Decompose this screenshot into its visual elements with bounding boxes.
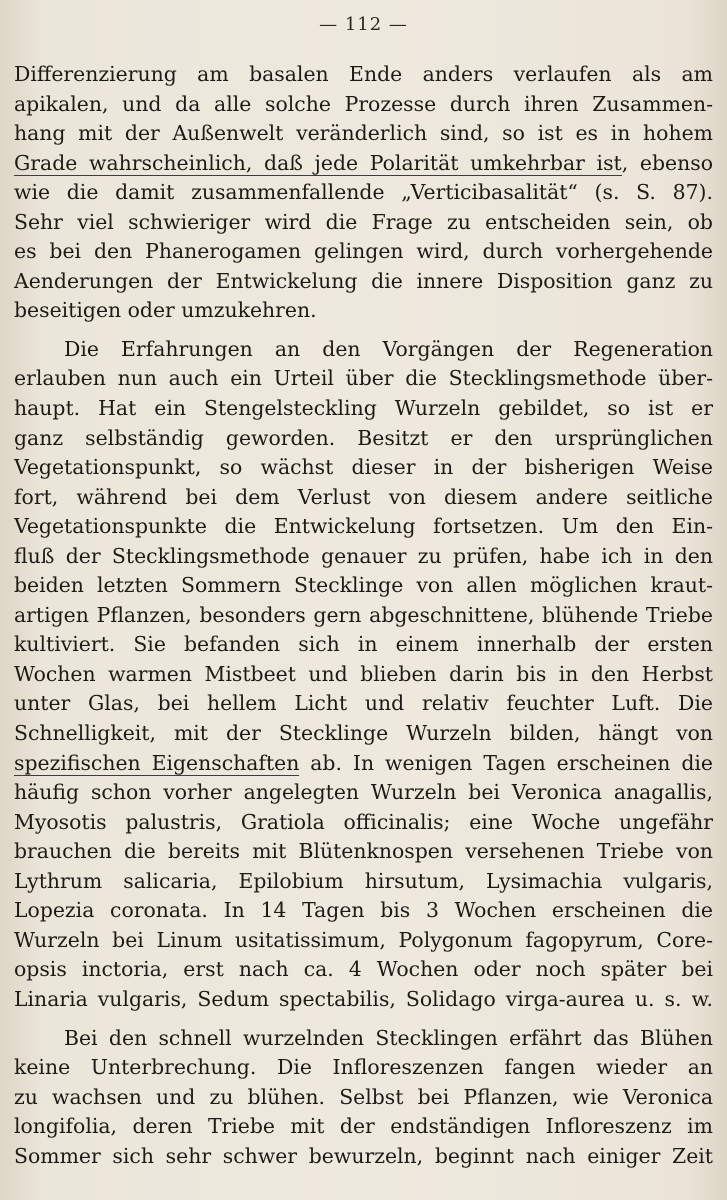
paragraph-1 — [14, 60, 713, 326]
text-line: apikalen, und da alle solche Prozesse durch ihren Zusammen- — [14, 91, 713, 116]
paragraph-2 — [14, 335, 713, 1015]
text-line: keine Unterbrechung. Die Infloreszenzen fangen wieder an — [14, 1055, 713, 1080]
text-line: opsis inctoria, erst nach ca. 4 Wochen oder noch später bei — [14, 957, 713, 982]
text-line: Linaria vulgaris, Sedum spectabilis, Solidago virga-aurea u. s. w. — [14, 986, 713, 1011]
text-line: Vegetationspunkt, so wächst dieser in der bisherigen Weise — [14, 455, 713, 480]
text-line: kultiviert. Sie befanden sich in einem innerhalb der ersten — [14, 632, 713, 657]
text-line: Die Erfahrungen an den Vorgängen der Regeneration — [64, 336, 713, 361]
text-line: es bei den Phanerogamen gelingen wird, durch vorhergehende — [14, 239, 713, 264]
text-line: fort, während bei dem Verlust von diesem andere seitliche — [14, 484, 713, 509]
text-line: unter Glas, bei hellem Licht und relativ feuchter Luft. Die — [14, 691, 713, 716]
text-line: Myosotis palustris, Gratiola officinalis; eine Woche ungefähr — [14, 809, 713, 834]
text-line: brauchen die bereits mit Blütenknospen versehenen Triebe von — [14, 839, 713, 864]
page-header — [0, 14, 727, 35]
text-line: Sehr viel schwieriger wird die Frage zu entscheiden sein, ob — [14, 209, 713, 234]
text-line: Lythrum salicaria, Epilobium hirsutum, Lysimachia vulgaris, — [14, 868, 713, 893]
text-line-underlined: spezifischen Eigenschaften ab. In wenigen Tagen erscheinen die — [14, 750, 713, 775]
text-line: fluß der Stecklingsmethode genauer zu prüfen, habe ich in den — [14, 543, 713, 568]
text-line: Lopezia coronata. In 14 Tagen bis 3 Wochen erscheinen die — [14, 898, 713, 923]
body-text — [14, 60, 713, 1171]
text-line: Schnelligkeit, mit der Stecklinge Wurzeln bilden, hängt von — [14, 721, 713, 746]
text-line: beiden letzten Sommern Stecklinge von allen möglichen kraut- — [14, 573, 713, 598]
paragraph-3 — [14, 1024, 713, 1172]
text-line: hang mit der Außenwelt veränderlich sind, so ist es in hohem — [14, 121, 713, 146]
text-line: erlauben nun auch ein Urteil über die Stecklingsmethode über- — [14, 366, 713, 391]
text-line: haupt. Hat ein Stengelsteckling Wurzeln gebildet, so ist er — [14, 396, 713, 421]
text-line: ganz selbständig geworden. Besitzt er den ursprünglichen — [14, 425, 713, 450]
text-line: Vegetationspunkte die Entwickelung fortsetzen. Um den Ein- — [14, 514, 713, 539]
text-line: Aenderungen der Entwickelung die innere Disposition ganz zu — [14, 268, 713, 293]
text-line: häufig schon vorher angelegten Wurzeln bei Veronica anagallis, — [14, 780, 713, 805]
text-line: Wurzeln bei Linum usitatissimum, Polygonum fagopyrum, Core- — [14, 927, 713, 952]
text-line: artigen Pflanzen, besonders gern abgeschnittene, blühende Triebe — [14, 602, 713, 627]
underlined-phrase: Grade wahrscheinlich, daß jede Polarität umkehrbar ist — [14, 150, 622, 175]
text-line: wie die damit zusammenfallende „Verticibasalität“ (s. S. 87). — [14, 180, 713, 205]
text-line: Differenzierung am basalen Ende anders verlaufen als am — [14, 62, 713, 86]
text-line: zu wachsen und zu blühen. Selbst bei Pflanzen, wie Veronica — [14, 1084, 713, 1109]
text-line: longifolia, deren Triebe mit der endständigen Infloreszenz im — [14, 1114, 713, 1139]
text-line: Bei den schnell wurzelnden Stecklingen erfährt das Blühen — [64, 1025, 713, 1050]
text-line: Wochen warmen Mistbeet und blieben darin bis in den Herbst — [14, 661, 713, 686]
page-number: — 112 — — [319, 14, 408, 35]
text-line: beseitigen oder umzukehren. — [14, 298, 317, 323]
text-line: Sommer sich sehr schwer bewurzeln, beginnt nach einiger Zeit — [14, 1143, 713, 1168]
text-line-underlined: Grade wahrscheinlich, daß jede Polarität umkehrbar ist, ebenso — [14, 150, 713, 175]
underlined-phrase: spezifischen Eigenschaften — [14, 750, 300, 775]
